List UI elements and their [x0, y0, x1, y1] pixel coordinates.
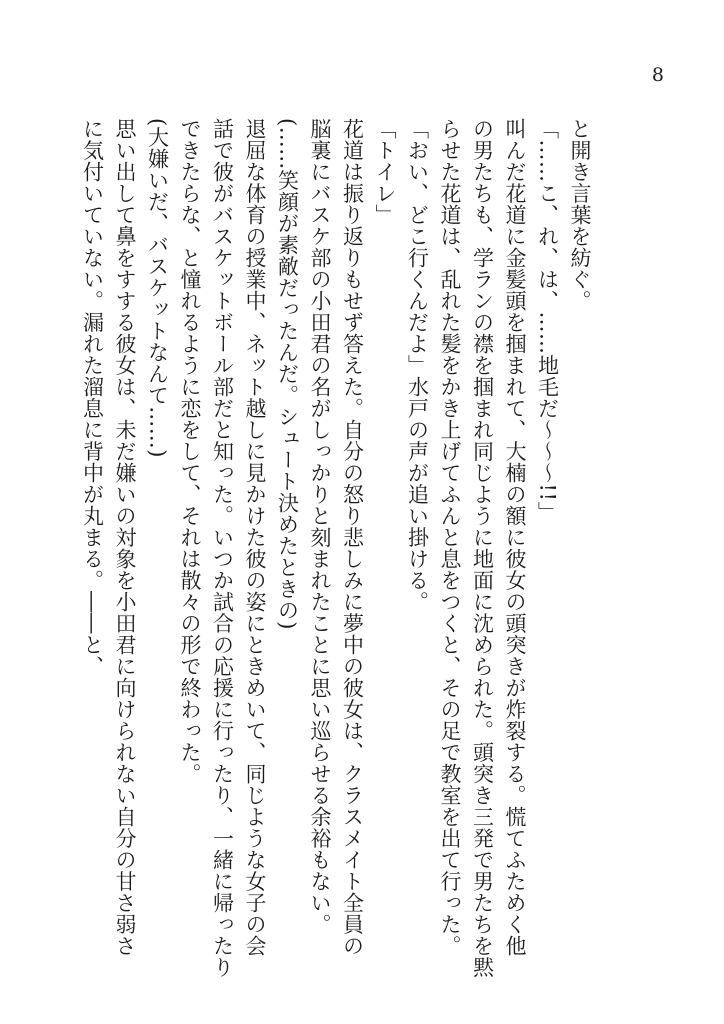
text-line: 話で彼がバスケットボール部だと知った。いつか試合の応援に行ったり、一緒に帰ったり: [210, 118, 235, 978]
text-line: 「おい、どこ行くんだよ」水戸の声が追い掛ける。: [405, 118, 430, 613]
text-line: と開き言葉を紡ぐ。: [568, 118, 592, 312]
text-line: 「……こ、れ、は、……地毛だ〜〜〜!!」: [535, 118, 560, 523]
text-line: 脳裏にバスケ部の小田君の名がしっかりと刻まれたことに思い巡らせる余裕もない。: [308, 118, 332, 935]
body-text: [76, 118, 596, 978]
text-line: (大嫌いだ、バスケットなんて……): [145, 118, 170, 458]
text-line: に気付いていない。漏れた溜息に背中が丸まる。――と、: [80, 118, 105, 677]
text-line: できたらな、と憧れるように恋をして、それは散々の形で終わった。: [178, 118, 202, 785]
text-line: 「トイレ」: [373, 118, 397, 226]
text-line: 花道は振り返りもせず答えた。自分の怒り悲しみに夢中の彼女は、クラスメイト全員の: [340, 118, 365, 957]
text-line: 叫んだ花道に金髪頭を掴まれて、大楠の額に彼女の頭突きが炸裂する。慌てふためく他: [503, 118, 527, 957]
text-line: 退屈な体育の授業中、ネット越しに見かけた彼の姿にときめいて、同じような女子の会: [243, 118, 267, 957]
text-line: 思い出して鼻をすする彼女は、未だ嫌いの対象を小田君に向けられない自分の甘さ弱さ: [113, 118, 137, 957]
text-line: らせた花道は、乱れた髪をかき上げてふんと息をつくと、その足で教室を出て行った。: [438, 118, 462, 957]
text-line: (……笑顔が素敵だったんだ。シュート決めたときの): [275, 118, 300, 630]
page-number: 8: [651, 64, 664, 86]
text-line: の男たちも、学ランの襟を掴まれ同じように地面に沈められた。頭突き三発で男たちを黙: [470, 118, 495, 978]
